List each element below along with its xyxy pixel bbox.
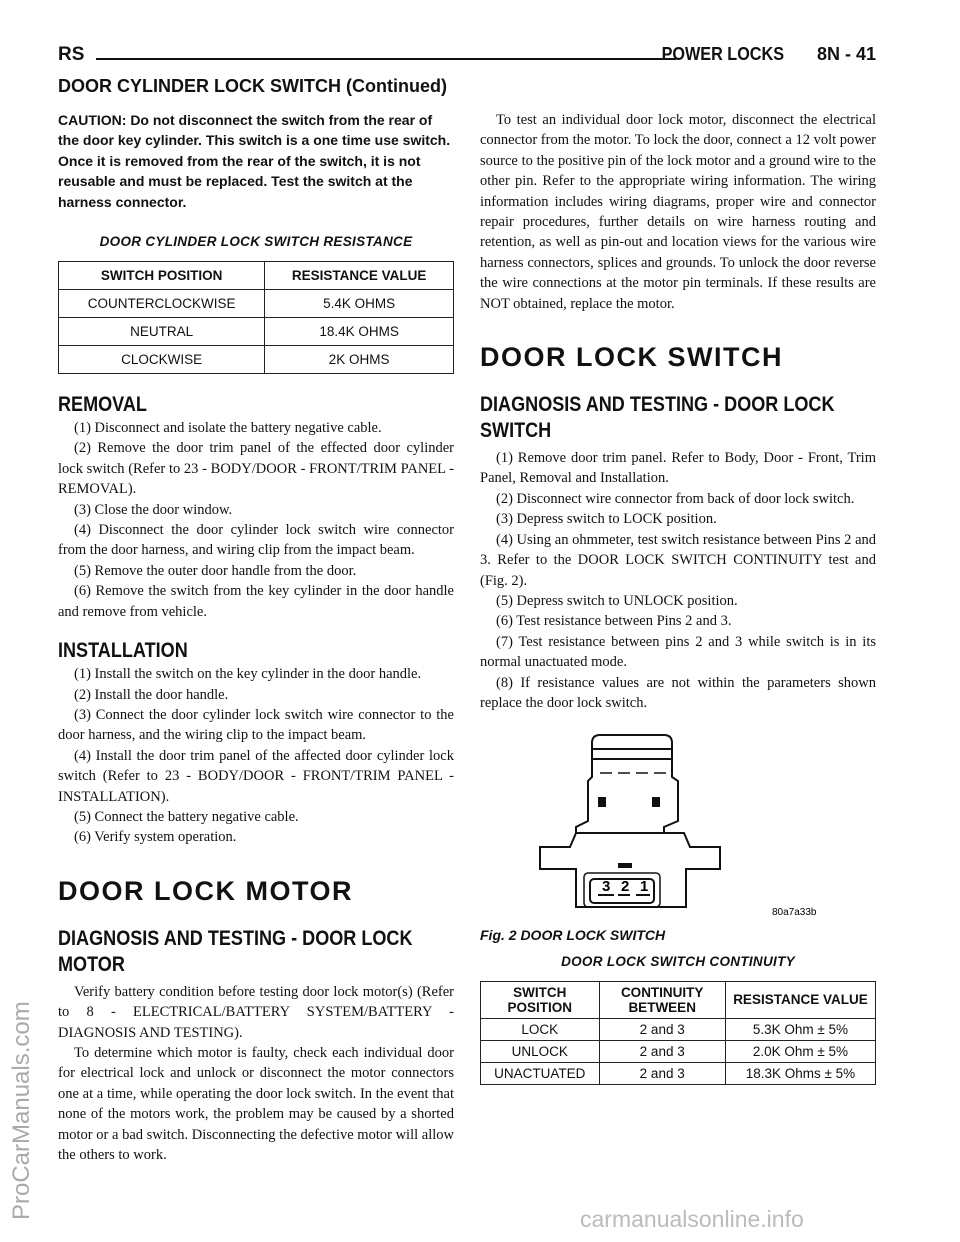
list-item: (5) Connect the battery negative cable. [74, 808, 299, 825]
bottom-watermark: carmanualsonline.info [580, 1206, 804, 1232]
list-item: (6) Verify system operation. [74, 829, 237, 846]
door-lock-switch-drawing [480, 731, 876, 917]
table-cell: 18.3K Ohms ± 5% [725, 1062, 875, 1084]
table-cell: COUNTERCLOCKWISE [59, 290, 265, 318]
list-item: (4) Using an ohmmeter, test switch resistance between Pins 2 and 3. Refer to the DOOR LOCK SWITCH CONTINUITY test and (Fig. 2). [480, 531, 876, 589]
caution-text: CAUTION: Do not disconnect the switch from the rear of the door key cylinder. This switch is a one time use switch. Once it is removed from the rear of the switch, it is not reusable and must be replaced. Test the switch at the harness connector. [58, 112, 451, 210]
table-row [59, 318, 454, 346]
table-cell: 2 and 3 [599, 1062, 725, 1084]
list-item: (2) Disconnect wire connector from back of door lock switch. [496, 490, 855, 507]
switch-section-title: DOOR LOCK SWITCH [480, 342, 783, 373]
list-item: (4) Disconnect the door cylinder lock switch wire connector from the door harness, and wiring clip from the impact beam. [58, 522, 454, 559]
list-item: (6) Remove the switch from the key cylinder in the door handle and remove from vehicle. [58, 583, 454, 620]
header-section-title: POWER LOCKS [661, 44, 784, 64]
paragraph: Verify battery condition before testing door lock motor(s) (Refer to 8 - ELECTRICAL/BATTERY SYSTEM/BATTERY - DIAGNOSIS AND TESTING). [58, 983, 454, 1041]
list-item: (1) Disconnect and isolate the battery negative cable. [74, 420, 382, 437]
left-column [58, 110, 454, 1165]
center-slot [618, 863, 632, 868]
table-row [59, 290, 454, 318]
list-item: (6) Test resistance between Pins 2 and 3. [496, 613, 732, 630]
pin-label: 3 [602, 878, 611, 896]
list-item: (8) If resistance values are not within the parameters shown replace the door lock switch. [480, 674, 876, 711]
list-item: (1) Remove door trim panel. Refer to Body, Door - Front, Trim Panel, Removal and Installation. [480, 450, 876, 487]
continuity-table-caption: DOOR LOCK SWITCH CONTINUITY [561, 953, 795, 969]
figure-caption: Fig. 2 DOOR LOCK SWITCH [480, 927, 666, 944]
list-item: (1) Install the switch on the key cylinder in the door handle. [74, 666, 422, 683]
pin-label: 2 [621, 878, 630, 896]
resistance-table-caption: DOOR CYLINDER LOCK SWITCH RESISTANCE [99, 234, 413, 250]
list-item: (5) Depress switch to UNLOCK position. [496, 592, 738, 609]
paragraph: To determine which motor is faulty, check each individual door for electrical lock and unlock or disconnect the motor connectors one at a time, while operating the door lock switch. In the event that none of the motors work, the problem may be caused by a shorted motor or a bad switch. Disconnecting the defective motor will allow the others to work. [58, 1044, 454, 1163]
list-item: (3) Connect the door cylinder lock switch wire connector to the door harness, and the wiring clip to the impact beam. [58, 706, 454, 744]
list-item: (7) Test resistance between pins 2 and 3 while switch is in its normal unactuated mode. [480, 633, 876, 671]
table-row [481, 1018, 876, 1040]
table-header-row [59, 262, 454, 290]
list-item: (3) Depress switch to LOCK position. [496, 511, 717, 528]
table-header-row [481, 981, 876, 1018]
table-row [481, 1040, 876, 1062]
page-header [58, 44, 876, 70]
latch-right [652, 797, 660, 807]
removal-heading: REMOVAL [58, 393, 147, 417]
header-model-code: RS [58, 44, 85, 65]
list-item: (2) Remove the door trim panel of the effected door cylinder lock switch (Refer to 23 - BODY/DOOR - FRONT/TRIM PANEL - REMOVAL). [58, 440, 454, 498]
motor-diagnosis-heading: DIAGNOSIS AND TESTING - DOOR LOCK MOTOR [58, 926, 413, 976]
resistance-table [58, 261, 454, 374]
right-column [480, 110, 876, 1085]
table-cell: 5.3K Ohm ± 5% [725, 1018, 875, 1040]
installation-heading: INSTALLATION [58, 639, 188, 663]
continuity-table [480, 981, 876, 1085]
table-cell: 2 and 3 [599, 1040, 725, 1062]
table-cell: UNLOCK [481, 1040, 600, 1062]
table-header-cell: RESISTANCE VALUE [725, 981, 875, 1018]
switch-diagnosis-heading: DIAGNOSIS AND TESTING - DOOR LOCK SWITCH [480, 393, 835, 443]
table-row [59, 346, 454, 374]
list-item: (2) Install the door handle. [74, 686, 229, 703]
side-watermark: ProCarManuals.com [8, 1001, 35, 1220]
door-lock-switch-figure [480, 731, 876, 917]
figure-code: 80a7a33b [772, 907, 817, 918]
table-cell: 2K OHMS [265, 346, 454, 374]
list-item: (5) Remove the outer door handle from the door. [74, 562, 357, 579]
table-cell: 18.4K OHMS [265, 318, 454, 346]
table-row [481, 1062, 876, 1084]
table-cell: 5.4K OHMS [265, 290, 454, 318]
paragraph: To test an individual door lock motor, disconnect the electrical connector from the motor. To lock the door, connect a 12 volt power source to the positive pin of the lock motor and a ground wire to the other pin. Refer to the appropriate wiring information. The wiring information includes wiring diagrams, proper wire and connector repair procedures, further details on wire harness routing and retention, as well as pin-out and location views for the various wire harness connectors, splices and grounds. To unlock the door reverse the wire connections at the motor pin terminals. If these results are NOT obtained, replace the motor. [480, 112, 876, 312]
list-item: (3) Close the door window. [74, 501, 233, 518]
table-header-cell: CONTINUITY BETWEEN [599, 981, 725, 1018]
table-header-cell: SWITCH POSITION [59, 262, 265, 290]
motor-section-title: DOOR LOCK MOTOR [58, 875, 353, 906]
latch-left [598, 797, 606, 807]
table-header-cell: SWITCH POSITION [481, 981, 600, 1018]
continued-title: DOOR CYLINDER LOCK SWITCH (Continued) [58, 76, 447, 96]
table-cell: 2.0K Ohm ± 5% [725, 1040, 875, 1062]
header-page-number: 8N - 41 [816, 44, 876, 64]
table-cell: CLOCKWISE [59, 346, 265, 374]
table-cell: 2 and 3 [599, 1018, 725, 1040]
pin-label: 1 [640, 878, 649, 896]
header-rule [96, 58, 676, 60]
table-cell: LOCK [481, 1018, 600, 1040]
table-cell: NEUTRAL [59, 318, 265, 346]
list-item: (4) Install the door trim panel of the affected door cylinder lock switch (Refer to 23 - BODY/DOOR - FRONT/TRIM PANEL - INSTALLATION). [58, 747, 454, 805]
table-header-cell: RESISTANCE VALUE [265, 262, 454, 290]
table-cell: UNACTUATED [481, 1062, 600, 1084]
